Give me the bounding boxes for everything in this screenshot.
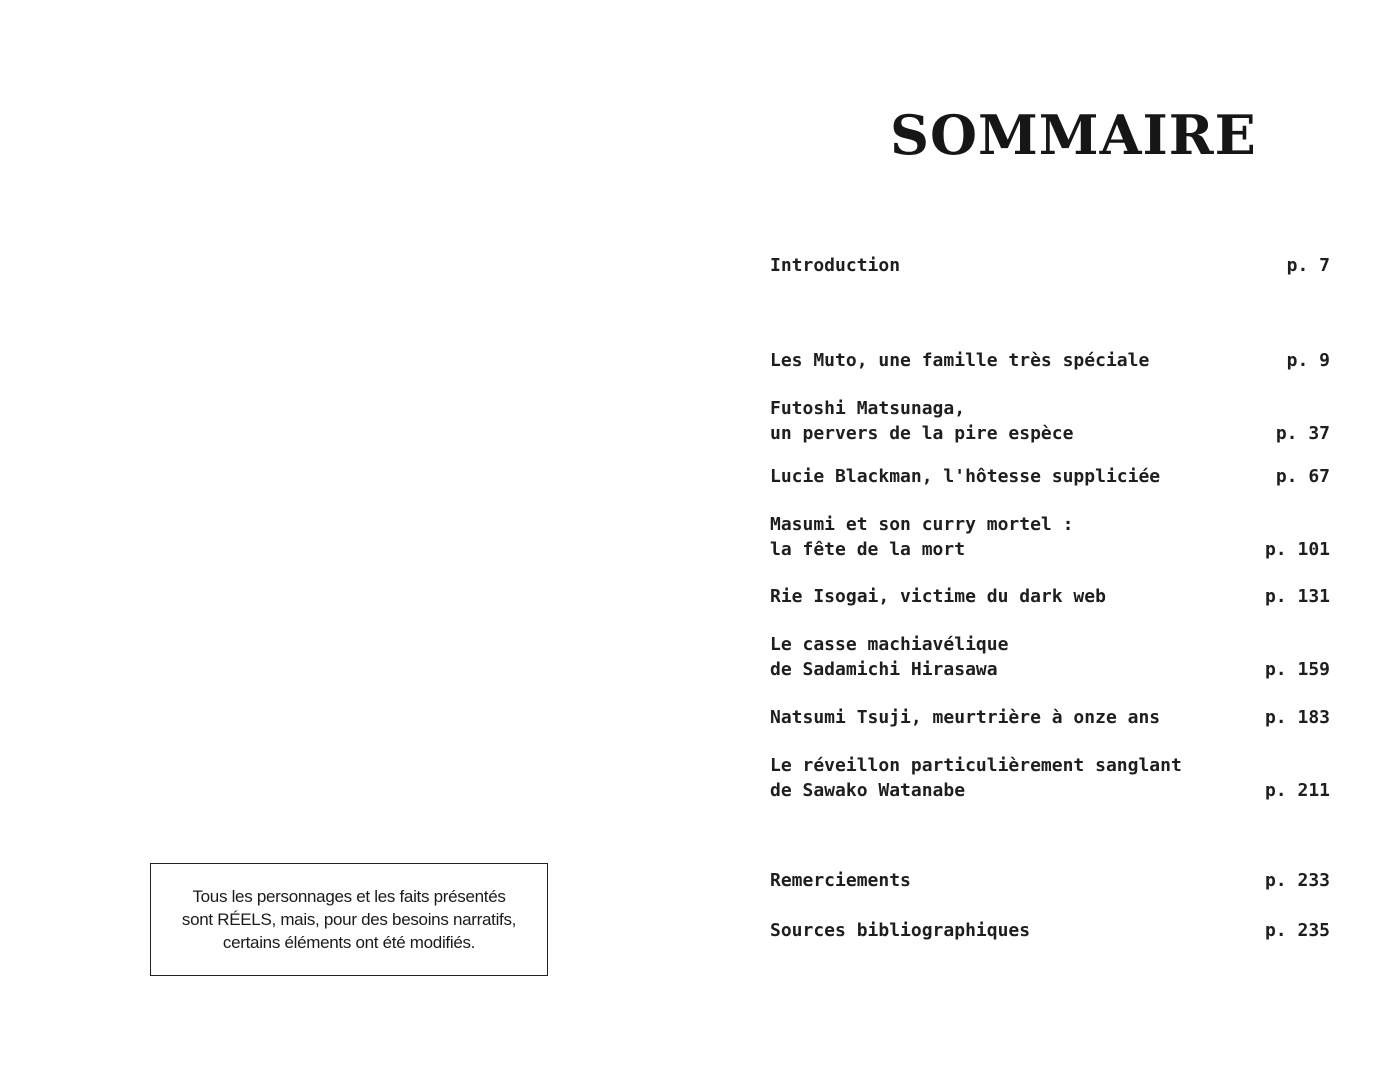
table-of-contents: [770, 0, 1330, 1073]
toc-entry-introduction: [770, 253, 1330, 278]
toc-entry-title: Introduction: [770, 255, 901, 276]
toc-entry-watanabe: [770, 753, 1330, 803]
toc-entry-title: Rie Isogai, victime du dark web: [770, 586, 1106, 607]
toc-entry-muto: [770, 348, 1330, 373]
toc-entry-page: p. 9: [1286, 350, 1330, 371]
toc-entry-title: Futoshi Matsunaga,: [770, 398, 966, 419]
disclaimer-box: [150, 863, 548, 976]
toc-entry-page: p. 67: [1275, 466, 1330, 487]
toc-entry-title: Remerciements: [770, 870, 911, 891]
disclaimer-line: Tous les personnages et les faits présentés: [192, 887, 506, 906]
toc-entry-title: un pervers de la pire espèce: [770, 423, 1074, 444]
toc-entry-page: p. 211: [1264, 780, 1330, 801]
disclaimer-line: sont RÉELS, mais, pour des besoins narratifs,: [181, 910, 517, 929]
toc-entry-page: p. 7: [1286, 255, 1330, 276]
toc-entry-title: Lucie Blackman, l'hôtesse suppliciée: [770, 466, 1161, 487]
toc-entry-title: Masumi et son curry mortel :: [770, 514, 1074, 535]
toc-entry-isogai: [770, 584, 1330, 609]
toc-entry-matsunaga: [770, 396, 1330, 446]
toc-entry-title: de Sadamichi Hirasawa: [770, 659, 998, 680]
toc-entry-title: Le casse machiavélique: [770, 634, 1009, 655]
toc-entry-title: de Sawako Watanabe: [770, 780, 966, 801]
toc-entry-blackman: [770, 464, 1330, 489]
toc-entry-page: p. 37: [1275, 423, 1330, 444]
toc-entry-page: p. 101: [1264, 539, 1330, 560]
disclaimer-line: certains éléments ont été modifiés.: [222, 933, 476, 952]
toc-entry-title: Sources bibliographiques: [770, 920, 1031, 941]
toc-entry-remerciements: [770, 868, 1330, 893]
page-title: SOMMAIRE: [890, 103, 1257, 167]
toc-entry-page: p. 235: [1264, 920, 1330, 941]
toc-entry-page: p. 131: [1264, 586, 1330, 607]
toc-entry-title: Le réveillon particulièrement sanglant: [770, 755, 1182, 776]
toc-entry-sources: [770, 918, 1330, 943]
toc-entry-title: Natsumi Tsuji, meurtrière à onze ans: [770, 707, 1161, 728]
toc-entry-page: p. 159: [1264, 659, 1330, 680]
toc-entry-tsuji: [770, 705, 1330, 730]
toc-entry-title: la fête de la mort: [770, 539, 966, 560]
toc-entry-page: p. 183: [1264, 707, 1330, 728]
toc-entry-title: Les Muto, une famille très spéciale: [770, 350, 1150, 371]
toc-entry-hirasawa: [770, 632, 1330, 682]
toc-entry-masumi: [770, 512, 1330, 562]
toc-entry-page: p. 233: [1264, 870, 1330, 891]
